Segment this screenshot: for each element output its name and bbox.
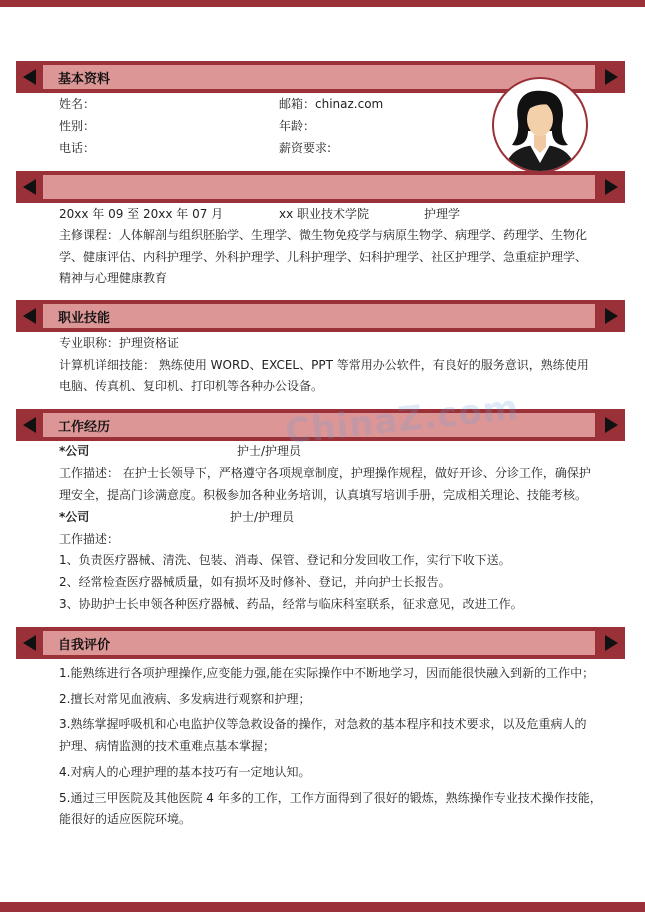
skills-computer-line2: 电脑、传真机、复印机、打印机等各种办公设备。: [59, 379, 324, 393]
job2-company: *公司: [59, 510, 90, 524]
arrow-left-icon: [23, 417, 36, 433]
job1-company: *公司: [59, 444, 90, 458]
edu-school: xx 职业技术学院: [279, 207, 370, 221]
job2-item1: 1、负责医疗器械、清洗、包装、消毒、保管、登记和分发回收工作，实行下收下送。: [59, 553, 511, 567]
job1-role: 护士/护理员: [237, 444, 302, 458]
gender-label: 性别：: [59, 119, 96, 133]
name-label: 姓名：: [59, 97, 96, 111]
edu-courses-line3: 精神与心理健康教育: [59, 271, 168, 285]
arrow-left-icon: [23, 69, 36, 85]
job2-desc-label: 工作描述：: [59, 532, 120, 546]
top-border: [0, 0, 645, 7]
watermark-logo: ChinaZ.com: [283, 387, 521, 453]
edu-courses-line1: 主修课程：人体解剖与组织胚胎学、生理学、微生物免疫学与病原生物学、病理学、药理学、生物化: [59, 228, 588, 242]
self-item2: 2.擅长对常见血液病、多发病进行观察和护理；: [59, 692, 311, 706]
self-item5-line1: 5.通过三甲医院及其他医院 4 年多的工作，工作方面得到了很好的锻炼，熟练操作专业技术操作技能，: [59, 791, 602, 805]
section-bar-skills: [16, 300, 625, 332]
job1-desc-line1: 工作描述： 在护士长领导下，严格遵守各项规章制度，护理操作规程，做好开诊、分诊工作，确保护: [59, 466, 591, 480]
arrow-left-icon: [23, 179, 36, 195]
edu-courses-line2: 学、健康评估、内科护理学、外科护理学、儿科护理学、妇科护理学、社区护理学、急重症护理学、: [59, 250, 588, 264]
female-avatar-icon: [494, 79, 586, 171]
phone-label: 电话：: [59, 141, 96, 155]
section-title-self: 自我评价: [58, 638, 111, 653]
edu-major: 护理学: [424, 207, 461, 221]
arrow-left-icon: [23, 308, 36, 324]
arrow-right-icon: [605, 69, 618, 85]
job2-item2: 2、经常检查医疗器械质量，如有损坏及时修补、登记，并向护士长报告。: [59, 575, 451, 589]
job2-item3: 3、协助护士长申领各种医疗器械、药品，经常与临床科室联系，征求意见，改进工作。: [59, 597, 523, 611]
section-title-work: 工作经历: [58, 420, 111, 435]
arrow-right-icon: [605, 308, 618, 324]
self-item5-line2: 能很好的适应医院环境。: [59, 812, 192, 826]
arrow-right-icon: [605, 635, 618, 651]
job2-role: 护士/护理员: [230, 510, 295, 524]
avatar: [492, 77, 588, 173]
arrow-right-icon: [605, 179, 618, 195]
self-item1: 1.能熟练进行各项护理操作,应变能力强,能在实际操作中不断地学习，因而能很快融入到新的工作中；: [59, 666, 595, 680]
self-item3-line1: 3.熟练掌握呼吸机和心电监护仪等急救设备的操作，对急救的基本程序和技术要求，以及危重病人的: [59, 717, 587, 731]
self-item4: 4.对病人的心理护理的基本技巧有一定地认知。: [59, 765, 311, 779]
salary-label: 薪资要求:: [279, 141, 332, 155]
skills-title-line: 专业职称：护理资格证: [59, 336, 180, 350]
self-item3-line2: 护理、病情监测的技术重难点基本掌握；: [59, 739, 276, 753]
bottom-border: [0, 902, 645, 912]
arrow-left-icon: [23, 635, 36, 651]
arrow-right-icon: [605, 417, 618, 433]
job1-desc-line2: 理安全，提高门诊满意度。积极参加各种业务培训，认真填写培训手册，完成相关理论、技能考核。: [59, 488, 588, 502]
age-label: 年龄：: [279, 119, 316, 133]
section-title-skills: 职业技能: [58, 311, 111, 326]
section-bar-self: [16, 627, 625, 659]
section-title-basic: 基本资料: [58, 72, 111, 87]
email-label: 邮箱：chinaz.com: [279, 97, 384, 111]
edu-period: 20xx 年 09 至 20xx 年 07 月: [59, 207, 224, 221]
section-bar-education: [16, 171, 625, 203]
skills-computer-line1: 计算机详细技能： 熟练使用 WORD、EXCEL、PPT 等常用办公软件，有良好的服务意识，熟练使用: [59, 358, 589, 372]
